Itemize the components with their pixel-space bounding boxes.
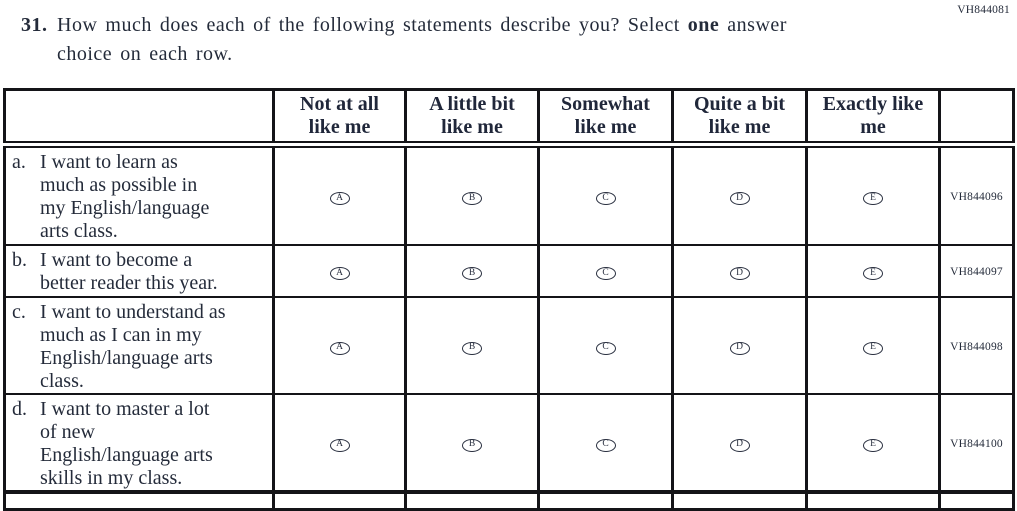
- statement-text: I want to become a better reader this year.: [40, 249, 218, 294]
- statement-inner: [6, 395, 272, 490]
- answer-column-header: [406, 90, 539, 145]
- statement-inner: [6, 298, 272, 393]
- answer-bubble-d[interactable]: [730, 267, 750, 280]
- row-code: VH844096: [950, 191, 1003, 203]
- answer-bubble-letter: B: [468, 267, 476, 278]
- row-letter: b.: [12, 249, 27, 271]
- answer-cell: [539, 245, 673, 297]
- survey-table: [3, 88, 1015, 511]
- answer-bubble-letter: A: [336, 439, 343, 450]
- statement-text: I want to understand as much as I can in my English/language arts class.: [40, 301, 226, 392]
- answer-cell: [673, 145, 807, 246]
- answer-bubble-letter: B: [468, 342, 476, 353]
- answer-cell: [807, 145, 940, 246]
- clipped-row-cell: [5, 492, 274, 510]
- answer-cell: [406, 245, 539, 297]
- answer-bubble-letter: C: [602, 267, 609, 278]
- answer-bubble-b[interactable]: [462, 439, 482, 452]
- clipped-row-cell: [940, 492, 1014, 510]
- answer-cell: [673, 394, 807, 492]
- answer-cell: [274, 297, 406, 394]
- answer-bubble-letter: A: [336, 267, 343, 278]
- answer-bubble-b[interactable]: [462, 267, 482, 280]
- row-code-cell: [940, 394, 1014, 492]
- answer-cell: [274, 245, 406, 297]
- answer-cell: [673, 245, 807, 297]
- answer-bubble-c[interactable]: [596, 342, 616, 355]
- row-code: VH844098: [950, 340, 1003, 353]
- statement-text: I want to master a lot of new English/language arts skills in my class.: [40, 398, 213, 489]
- answer-column-header: [673, 90, 807, 145]
- answer-cell: [539, 145, 673, 246]
- statement-cell: [5, 245, 274, 297]
- answer-cell: [274, 145, 406, 246]
- answer-bubble-a[interactable]: [330, 267, 350, 280]
- row-code-cell: [940, 145, 1014, 246]
- answer-column-header: [539, 90, 673, 145]
- statement-inner: [6, 148, 272, 243]
- answer-cell: [406, 297, 539, 394]
- answer-bubble-letter: A: [336, 192, 343, 203]
- row-code: VH844100: [950, 437, 1003, 450]
- answer-bubble-letter: C: [602, 192, 609, 203]
- answer-bubble-a[interactable]: [330, 342, 350, 355]
- answer-column-header: [274, 90, 406, 145]
- answer-bubble-d[interactable]: [730, 342, 750, 355]
- column-header-line2: me: [860, 116, 886, 138]
- answer-cell: [807, 245, 940, 297]
- answer-bubble-letter: D: [736, 267, 743, 278]
- row-letter: a.: [12, 151, 26, 173]
- statement-row: [5, 297, 1014, 394]
- row-letter: d.: [12, 398, 27, 420]
- booklet-code: VH844081: [957, 4, 1010, 16]
- answer-bubble-letter: B: [468, 192, 476, 203]
- question-text: [57, 11, 787, 69]
- column-header-line2: like me: [441, 116, 503, 138]
- answer-bubble-letter: D: [736, 342, 743, 353]
- clipped-row-cell: [807, 492, 940, 510]
- answer-bubble-c[interactable]: [596, 439, 616, 452]
- answer-bubble-b[interactable]: [462, 192, 482, 205]
- answer-cell: [274, 394, 406, 492]
- question-text-part1: How much does each of the following statements describe you? Select: [57, 14, 688, 36]
- clipped-row-cell: [539, 492, 673, 510]
- row-letter: c.: [12, 301, 26, 323]
- column-header-line1: Quite a bit: [693, 93, 786, 115]
- answer-bubble-letter: E: [870, 267, 876, 278]
- statement-cell: [5, 145, 274, 246]
- clipped-row-cell: [406, 492, 539, 510]
- column-header-line1: A little bit: [429, 93, 515, 115]
- answer-bubble-e[interactable]: [863, 192, 883, 205]
- answer-bubble-a[interactable]: [330, 192, 350, 205]
- statement-row: [5, 145, 1014, 246]
- statement-inner: [6, 246, 272, 295]
- answer-bubble-a[interactable]: [330, 439, 350, 452]
- answer-cell: [807, 297, 940, 394]
- answer-cell: [673, 297, 807, 394]
- answer-cell: [539, 394, 673, 492]
- clipped-row-cell: [274, 492, 406, 510]
- answer-bubble-letter: A: [336, 342, 343, 353]
- statement-row: [5, 245, 1014, 297]
- question-bold-word: one: [687, 14, 720, 36]
- answer-bubble-d[interactable]: [730, 439, 750, 452]
- answer-cell: [539, 297, 673, 394]
- column-header-line2: like me: [308, 116, 371, 138]
- statement-row: [5, 394, 1014, 492]
- answer-cell: [406, 145, 539, 246]
- row-code-cell: [940, 245, 1014, 297]
- answer-bubble-e[interactable]: [863, 267, 883, 280]
- answer-cell: [406, 394, 539, 492]
- header-code-cell: [940, 90, 1014, 145]
- answer-column-header: [807, 90, 940, 145]
- question-text-line2: choice on each row.: [57, 43, 233, 65]
- answer-bubble-letter: E: [870, 342, 876, 353]
- clipped-row: [5, 492, 1014, 510]
- answer-bubble-letter: C: [602, 342, 609, 353]
- answer-bubble-b[interactable]: [462, 342, 482, 355]
- header-row: [5, 90, 1014, 145]
- answer-bubble-c[interactable]: [596, 192, 616, 205]
- answer-bubble-letter: E: [870, 192, 876, 203]
- column-header-line1: Somewhat: [561, 93, 650, 115]
- column-header-line1: Exactly like: [822, 93, 924, 115]
- answer-bubble-e[interactable]: [863, 439, 883, 452]
- question-number: 31.: [21, 14, 48, 36]
- column-header-line2: like me: [708, 116, 771, 138]
- row-code: VH844097: [950, 266, 1003, 278]
- question: [21, 11, 787, 69]
- column-header-line2: like me: [574, 116, 637, 138]
- answer-bubble-letter: B: [468, 439, 476, 450]
- answer-bubble-e[interactable]: [863, 342, 883, 355]
- answer-bubble-d[interactable]: [730, 192, 750, 205]
- statement-cell: [5, 297, 274, 394]
- answer-bubble-letter: C: [602, 439, 609, 450]
- answer-bubble-letter: E: [870, 439, 876, 450]
- answer-bubble-letter: D: [736, 192, 743, 203]
- question-text-part2: answer: [719, 14, 787, 36]
- statement-cell: [5, 394, 274, 492]
- answer-bubble-letter: D: [736, 439, 743, 450]
- answer-bubble-c[interactable]: [596, 267, 616, 280]
- answer-cell: [807, 394, 940, 492]
- row-code-cell: [940, 297, 1014, 394]
- clipped-row-cell: [673, 492, 807, 510]
- corner-cell: [5, 90, 274, 145]
- statement-text: I want to learn as much as possible in my English/language arts class.: [40, 151, 210, 242]
- column-header-line1: Not at all: [300, 93, 379, 115]
